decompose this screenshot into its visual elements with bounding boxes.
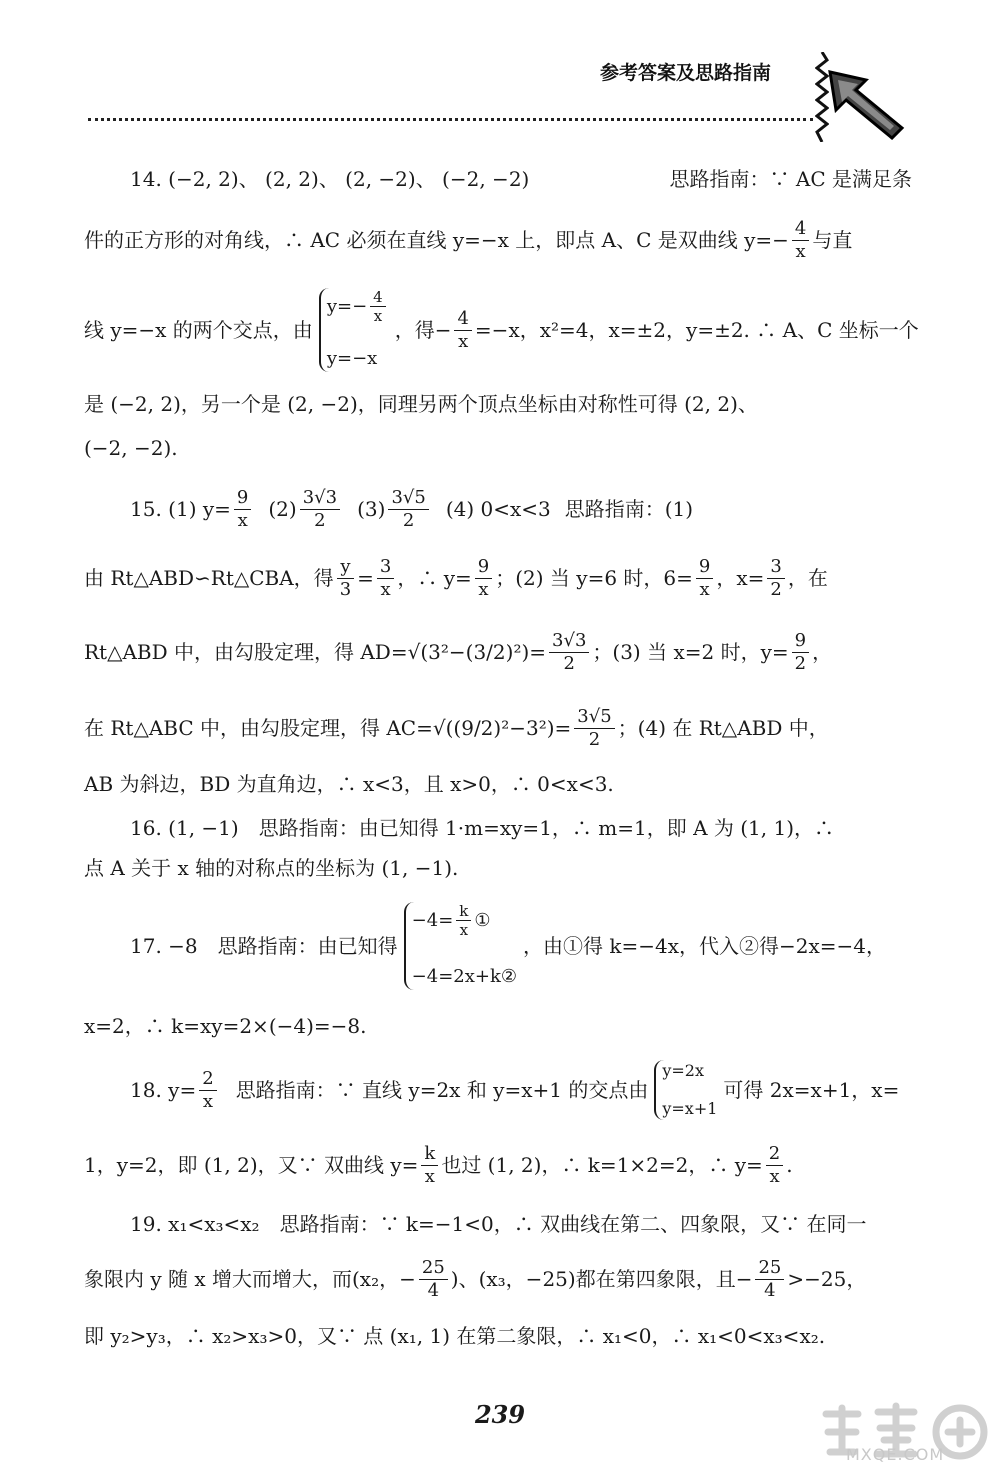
q18-line-1: 18. y= $\frac{2}{x}$ 思路指南：∵ 直线 y=2x 和 y=x+1 的交点由 y=2x y=x+1 可得 2x=x+1，x= xyxy=(130,1061,900,1118)
text: 件的正方形的对角线，∴ AC 必须在直线 y=−x 上，即点 A、C 是双曲线 y=− xyxy=(84,228,789,252)
equation-system: y=2x y=x+1 xyxy=(654,1060,717,1120)
page-number: 239 xyxy=(474,1400,526,1429)
fraction: $\frac{4}{x}$ xyxy=(792,218,809,263)
q17-line-2: x=2，∴ k=xy=2×(−4)=−8. xyxy=(84,1014,367,1038)
q14-answer: 14. (−2, 2)、 (2, 2)、 (2, −2)、 (−2, −2) xyxy=(130,167,530,191)
q15-line-2: 由 Rt△ABD∽Rt△CBA，得 $\frac{y}{3}$ = $\frac{3}{x}$ ，∴ y= $\frac{9}{x}$ ；(2) 当 y=6 时，6= $\frac{9}{x}$ ，x= $\frac{3}{2}$ ，在 xyxy=(84,555,828,600)
equation-system: −4= $\frac{k}{x}$ ① −4=2x+k② xyxy=(404,902,517,990)
text: =−x，x²=4，x=±2，y=±2. ∴ A、C 坐标一个 xyxy=(474,318,919,342)
q14-line-1 xyxy=(130,163,912,195)
text: 与直 xyxy=(812,228,853,252)
q16-line-2: 点 A 关于 x 轴的对称点的坐标为 (1, −1). xyxy=(84,856,459,880)
q15-line-1: 15. (1) y= $\frac{9}{x}$ (2) $\frac{3√3}{2}$ (3) $\frac{3√5}{2}$ (4) 0<x<3 思路指南：(1) xyxy=(130,486,694,531)
header-divider xyxy=(88,118,813,121)
q14-line-3 xyxy=(84,286,919,374)
text: ，得− xyxy=(394,318,452,342)
q14-line-5: (−2, −2). xyxy=(84,436,178,460)
q14-hint: 思路指南：∵ AC 是满足条 xyxy=(669,167,912,191)
text: 线 y=−x 的两个交点，由 xyxy=(84,318,313,342)
q15-line-4: 在 Rt△ABC 中，由勾股定理，得 AC=√((9/2)²−3²)= $\frac{3√5}{2}$ ；(4) 在 Rt△ABD 中， xyxy=(84,705,829,750)
q19-line-1: 19. x₁<x₃<x₂ 思路指南：∵ k=−1<0，∴ 双曲线在第二、四象限，又∵ 在同一 xyxy=(130,1212,867,1236)
q19-line-3: 即 y₂>y₃，∴ x₂>x₃>0，又∵ 点 (x₁, 1) 在第二象限，∴ x₁<0，∴ x₁<0<x₃<x₂. xyxy=(84,1324,826,1348)
equation-system: y=− $\frac{4}{x}$ y=−x xyxy=(319,288,389,372)
q18-line-2: 1，y=2，即 (1, 2)，又∵ 双曲线 y= $\frac{k}{x}$ 也过 (1, 2)，∴ k=1×2=2，∴ y= $\frac{2}{x}$ . xyxy=(84,1142,793,1187)
text: (4) 0<x<3 xyxy=(445,497,551,521)
text: 思路指南：(1) xyxy=(564,497,694,521)
q17-line-1: 17. −8 思路指南：由已知得 −4= $\frac{k}{x}$ ① −4=2x+k② ，由①得 k=−4x，代入②得−2x=−4， xyxy=(130,900,912,992)
q15-line-3: Rt△ABD 中，由勾股定理，得 AD=√(3²−(3/2)²)= $\frac{3√3}{2}$ ；(3) 当 x=2 时，y= $\frac{9}{2}$ ， xyxy=(84,629,833,674)
watermark-site: MXQE.COM xyxy=(846,1445,945,1464)
zigzag-border-icon xyxy=(815,52,829,142)
q14-line-4: 是 (−2, 2)，另一个是 (2, −2)，同理另两个顶点坐标由对称性可得 (2, 2)、 xyxy=(84,392,758,416)
q16-line-1: 16. (1, −1) 思路指南：由已知得 1·m=xy=1，∴ m=1，即 A 为 (1, 1)，∴ xyxy=(130,816,835,840)
q19-line-2: 象限内 y 随 x 增大而增大，而(x₂，− $\frac{25}{4}$ )、(x₃，−25)都在第四象限，且− $\frac{25}{4}$ >−25， xyxy=(84,1256,867,1301)
q15-line-5: AB 为斜边，BD 为直角边，∴ x<3，且 x>0，∴ 0<x<3. xyxy=(84,772,614,796)
fraction: $\frac{4}{x}$ xyxy=(454,308,471,353)
header-title: 参考答案及思路指南 xyxy=(600,62,772,84)
arrow-logo-icon xyxy=(828,70,906,140)
q14-line-2 xyxy=(84,215,912,265)
